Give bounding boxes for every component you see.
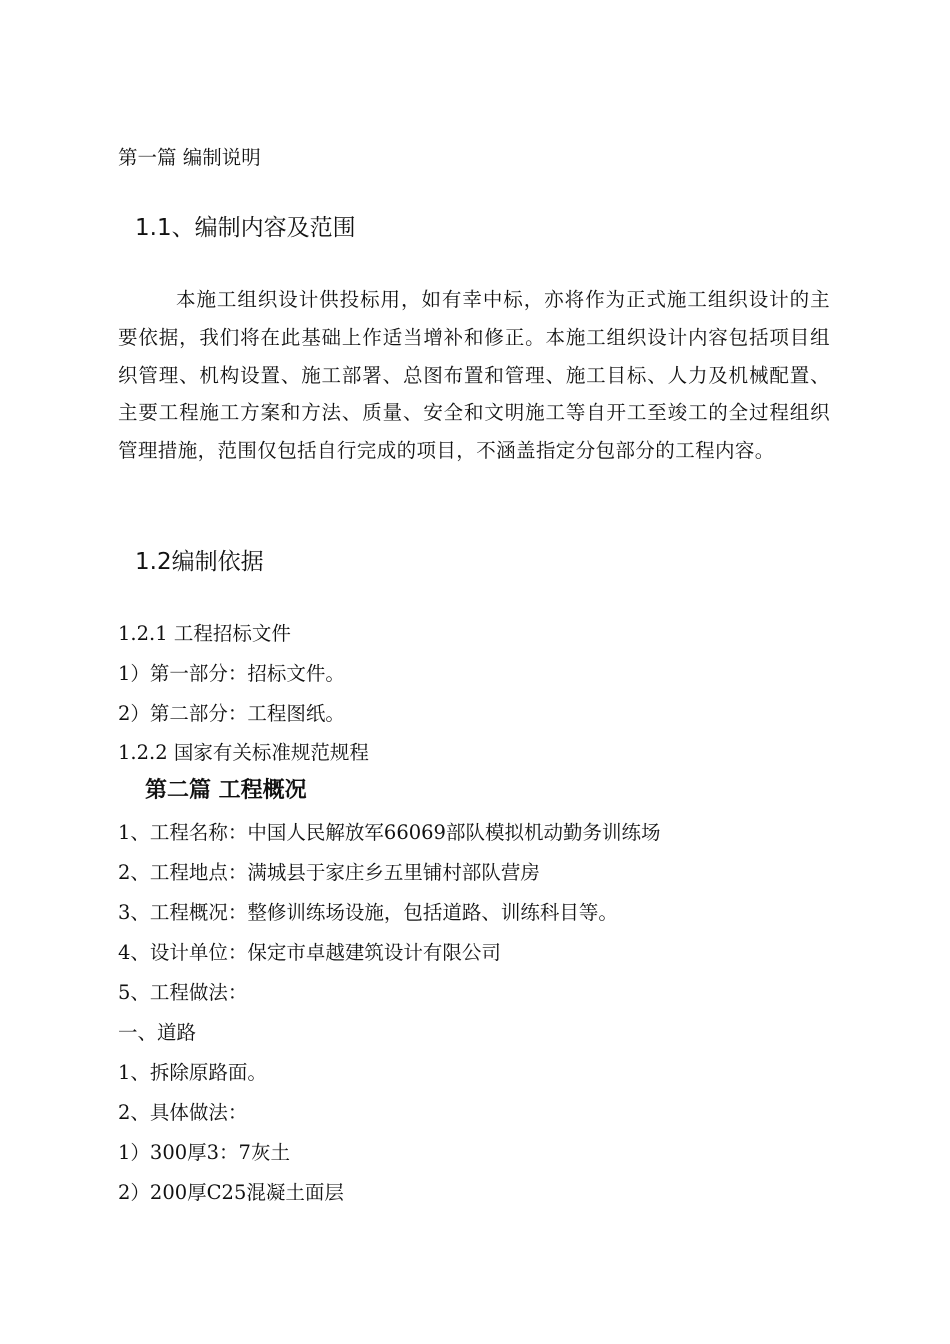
overview-line: 2、具体做法：: [118, 1101, 248, 1124]
overview-line: 3、工程概况：整修训练场设施，包括道路、训练科目等。: [118, 901, 618, 924]
overview-line: 2、工程地点：满城县于家庄乡五里铺村部队营房: [118, 861, 540, 884]
section-1-1-paragraph: 本施工组织设计供投标用，如有幸中标，亦将作为正式施工组织设计的主要依据，我们将在此基础上作适当增补和修正。本施工组织设计内容包括项目组织管理、机构设置、施工部署、总图布置和管理、施工目标、人力及机械配置、主要工程施工方案和方法、质量、安全和文明施工等自开工至竣工的全过程组织管理措施，范围仅包括自行完成的项目，不涵盖指定分包部分的工程内容。: [118, 288, 830, 463]
overview-line: 5、工程做法：: [118, 981, 248, 1004]
section-1-2-line: 1.2.2 国家有关标准规范规程: [118, 741, 369, 764]
part2-title: 第二篇 工程概况: [145, 778, 307, 803]
part1-title: 第一篇 编制说明: [118, 146, 261, 169]
overview-line: 4、设计单位：保定市卓越建筑设计有限公司: [118, 941, 501, 964]
overview-line: 1）300厚3：7灰土: [118, 1141, 290, 1164]
overview-line: 2）200厚C25混凝土面层: [118, 1181, 344, 1204]
section-1-2-line: 1.2.1 工程招标文件: [118, 622, 291, 645]
overview-line: 一、道路: [118, 1021, 197, 1044]
section-1-2-heading: 1.2编制依据: [135, 549, 264, 575]
overview-line: 1、拆除原路面。: [118, 1061, 267, 1084]
overview-line: 1、工程名称：中国人民解放军66069部队模拟机动勤务训练场: [118, 821, 661, 844]
section-1-2-line: 2）第二部分：工程图纸。: [118, 702, 345, 725]
section-1-1-heading: 1.1、编制内容及范围: [135, 215, 356, 241]
section-1-2-line: 1）第一部分：招标文件。: [118, 662, 345, 685]
